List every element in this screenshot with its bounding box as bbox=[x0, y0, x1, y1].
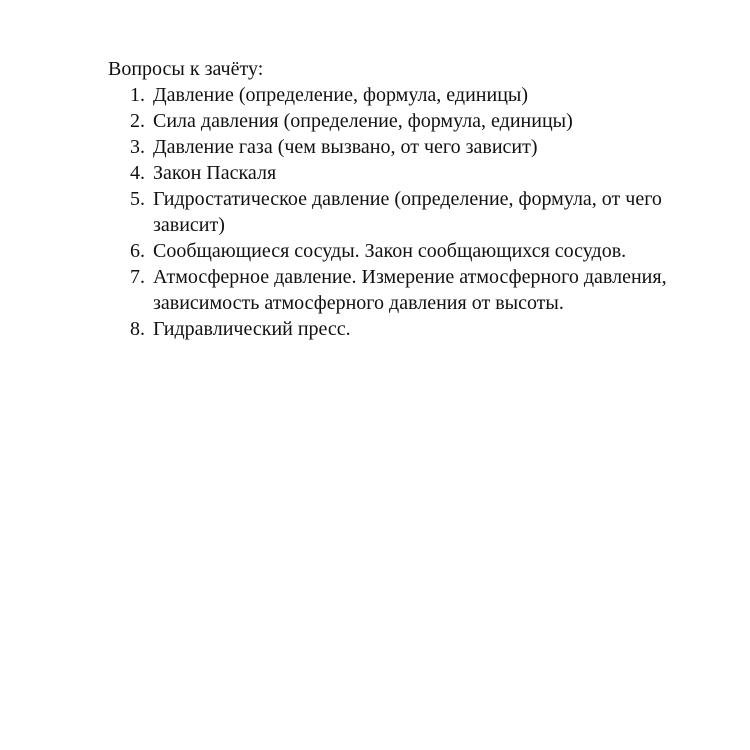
question-text: Гидравлический пресс. bbox=[153, 318, 351, 340]
question-item bbox=[108, 186, 708, 238]
document-body bbox=[108, 56, 708, 342]
document-heading: Вопросы к зачёту: bbox=[108, 58, 264, 80]
question-item bbox=[108, 264, 708, 316]
question-text: Гидростатическое давление (определение, формула, от чего зависит) bbox=[153, 188, 662, 236]
question-number: 4. bbox=[130, 162, 145, 184]
question-text: Закон Паскаля bbox=[153, 162, 277, 184]
question-item bbox=[108, 82, 708, 108]
question-text: Давление (определение, формула, единицы) bbox=[153, 84, 528, 106]
question-number: 5. bbox=[130, 188, 145, 210]
question-number: 3. bbox=[130, 136, 145, 158]
question-item bbox=[108, 316, 708, 342]
question-text: Давление газа (чем вызвано, от чего зависит) bbox=[153, 136, 538, 158]
question-text: Сообщающиеся сосуды. Закон сообщающихся сосудов. bbox=[153, 240, 627, 262]
question-item bbox=[108, 238, 708, 264]
question-number: 1. bbox=[130, 84, 145, 106]
question-text: Атмосферное давление. Измерение атмосферного давления, зависимость атмосферного давления от высоты. bbox=[153, 266, 667, 314]
question-item bbox=[108, 160, 708, 186]
question-number: 6. bbox=[130, 240, 145, 262]
questions-list bbox=[108, 82, 708, 342]
question-number: 8. bbox=[130, 318, 145, 340]
question-item bbox=[108, 134, 708, 160]
question-text: Сила давления (определение, формула, единицы) bbox=[153, 110, 573, 132]
question-item bbox=[108, 108, 708, 134]
question-number: 2. bbox=[130, 110, 145, 132]
question-number: 7. bbox=[130, 266, 145, 288]
